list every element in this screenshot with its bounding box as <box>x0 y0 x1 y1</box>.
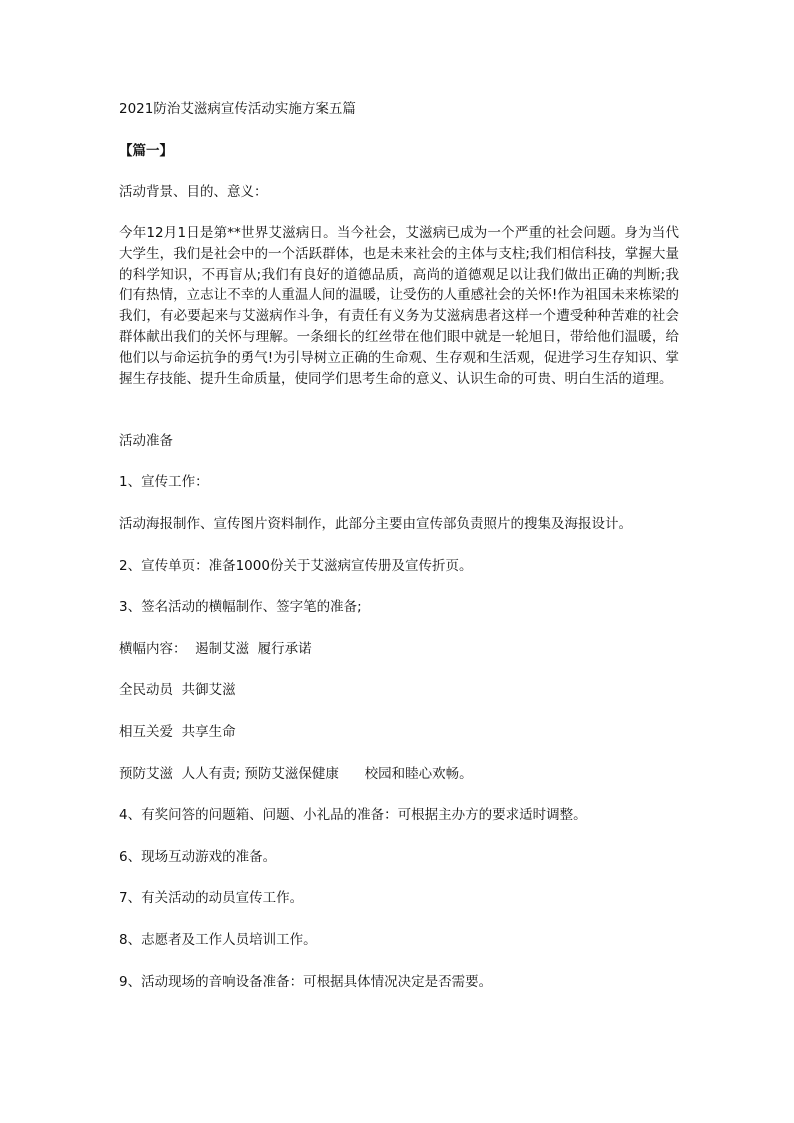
item7-text: 7、有关活动的动员宣传工作。 <box>119 890 304 906</box>
background-heading: 活动背景、目的、意义： <box>119 184 268 200</box>
intro-paragraph: 今年12月1日是第**世界艾滋病日。当今社会，艾滋病已成为一个严重的社会问题。身为当代大学生，我们是社会中的一个活跃群体，也是未来社会的主体与支柱;我们相信科技，掌握大量的科学知识，不再盲从;我们有良好的道德品质，高尚的道德观足以让我们做出正确的判断;我们有热情，立志让不幸的人重温人间的温暖，让受伤的人重感社会的关怀!作为祖国未来栋梁的我们，有必要起来与艾滋病作斗争，有责任有义务为艾滋病患者这样一个遭受种种苦难的社会群体献出我们的关怀与理解。一条细长的红丝带在他们眼中就是一轮旭日，带给他们温暖，给他们以与命运抗争的勇气!为引导树立正确的生命观、生存观和生活观，促进学习生存知识、掌握生存技能、提升生命质量，使同学们思考生命的意义、认识生命的可贵、明白生活的道理。 <box>119 225 679 387</box>
section-heading: 【篇一】 <box>119 143 173 159</box>
item1-detail: 活动海报制作、宣传图片资料制作，此部分主要由宣传部负责照片的搜集及海报设计。 <box>119 516 632 532</box>
banner-line-3: 相互关爱 共享生命 <box>119 724 236 740</box>
item8-text: 8、志愿者及工作人员培训工作。 <box>119 932 317 948</box>
item6-text: 6、现场互动游戏的准备。 <box>119 849 277 865</box>
document-title: 2021防治艾滋病宣传活动实施方案五篇 <box>119 101 356 117</box>
banner-line-4: 预防艾滋 人人有责; 预防艾滋保健康 校园和睦心欢畅。 <box>119 766 473 782</box>
item4-text: 4、有奖问答的问题箱、问题、小礼品的准备：可根据主办方的要求适时调整。 <box>119 807 587 823</box>
item2-text: 2、宣传单页：准备1000份关于艾滋病宣传册及宣传折页。 <box>119 558 473 574</box>
item3-text: 3、签名活动的横幅制作、签字笔的准备; <box>119 599 362 615</box>
item9-text: 9、活动现场的音响设备准备：可根据具体情况决定是否需要。 <box>119 974 493 990</box>
banner-line-2: 全民动员 共御艾滋 <box>119 682 236 698</box>
banner-label: 横幅内容： 遏制艾滋 履行承诺 <box>119 641 312 657</box>
item1-heading: 1、宣传工作： <box>119 474 209 490</box>
prep-heading: 活动准备 <box>119 433 173 449</box>
